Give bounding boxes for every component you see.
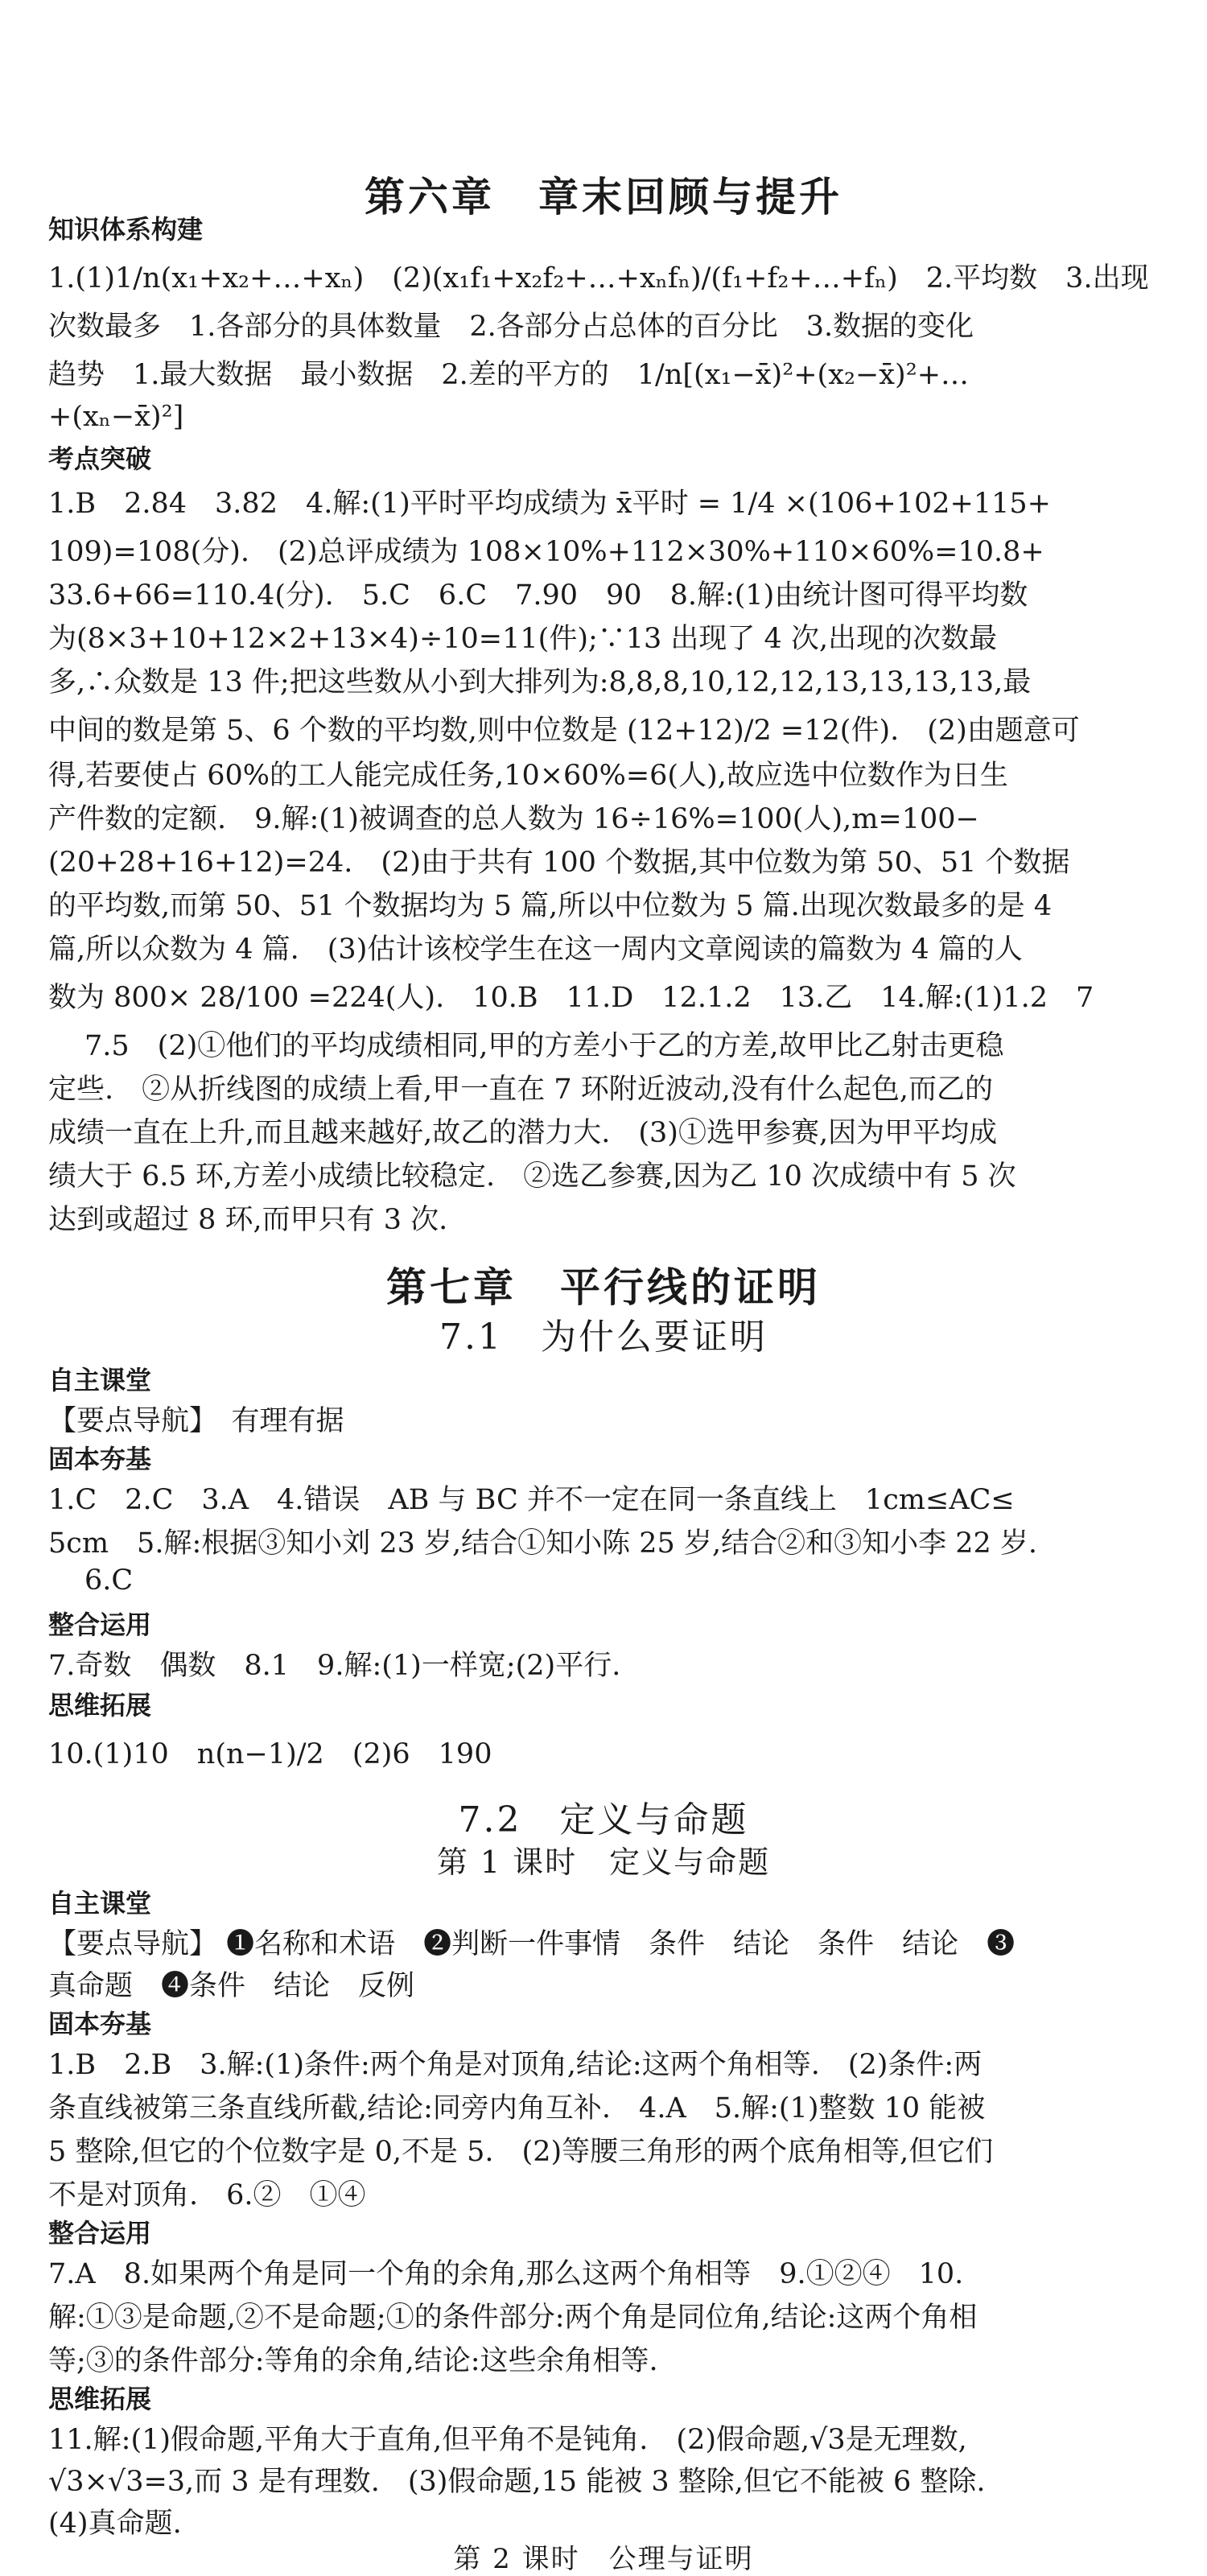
text-line: 的平均数,而第 50、51 个数据均为 5 篇,所以中位数为 5 篇.出现次数最多的是 4 [48,890,1053,922]
text-line: 多,∴众数是 13 件;把这些数从小到大排列为:8,8,8,10,12,12,13,13,13,13,最 [48,666,1032,699]
lesson-2-title: 第 2 课时 公理与证明 [453,2543,754,2575]
section-label-siwei: 思维拓展 [48,1690,152,1721]
section-label-knowledge: 知识体系构建 [48,214,204,245]
text-line: 为(8×3+10+12×2+13×4)÷10=11(件);∵13 出现了 4 次,出现的次数最 [48,623,998,655]
text-line: (20+28+16+12)=24. (2)由于共有 100 个数据,其中位数为第 50、51 个数据 [48,847,1070,879]
text-line: 7.奇数 偶数 8.1 9.解:(1)一样宽;(2)平行. [48,1650,621,1682]
section-label-siwei: 思维拓展 [48,2384,152,2414]
text-line: 7.5 (2)①他们的平均成绩相同,甲的方差小于乙的方差,故甲比乙射击更稳 [84,1030,1004,1062]
text-line: 真命题 ❹条件 结论 反例 [48,1970,415,2002]
text-line: 1.(1)1/n(x₁+x₂+…+xₙ) (2)(x₁f₁+x₂f₂+…+xₙfₙ)/(f₁+f₂+…+fₙ) 2.平均数 3.出现 [48,262,1149,295]
text-line: 33.6+66=110.4(分). 5.C 6.C 7.90 90 8.解:(1)由统计图可得平均数 [48,579,1028,612]
text-line: 1.C 2.C 3.A 4.错误 AB 与 BC 并不一定在同一条直线上 1cm≤AC≤ [48,1484,1015,1516]
text-line: 篇,所以众数为 4 篇. (3)估计该校学生在这一周内文章阅读的篇数为 4 篇的人 [48,934,1023,966]
section-7-2-title: 7.2 定义与命题 [458,1799,749,1840]
text-line: +(xₙ−x̄)²] [48,401,184,433]
section-label-guben: 固本夯基 [48,2009,152,2039]
section-label-zizhu: 自主课堂 [48,1365,152,1395]
text-line: 10.(1)10 n(n−1)/2 (2)6 190 [48,1738,492,1770]
section-label-kaodian: 考点突破 [48,443,152,474]
text-line: (4)真命题. [48,2508,182,2540]
text-line: 7.A 8.如果两个角是同一个角的余角,那么这两个角相等 9.①②④ 10. [48,2258,964,2290]
text-line: 达到或超过 8 环,而甲只有 3 次. [48,1204,448,1236]
chapter-7-title: 第七章 平行线的证明 [386,1263,821,1311]
lesson-1-title: 第 1 课时 定义与命题 [436,1844,771,1880]
section-label-zhenghe: 整合运用 [48,2218,152,2248]
text-line: 【要点导航】 有理有据 [48,1405,344,1437]
text-line: 绩大于 6.5 环,方差小成绩比较稳定. ②选乙参赛,因为乙 10 次成绩中有 5 次 [48,1160,1016,1193]
text-line: 解:①③是命题,②不是命题;①的条件部分:两个角是同位角,结论:这两个角相 [48,2302,978,2334]
text-line: 定些. ②从折线图的成绩上看,甲一直在 7 环附近波动,没有什么起色,而乙的 [48,1074,994,1106]
text-line: 1.B 2.84 3.82 4.解:(1)平时平均成绩为 x̄平时 = 1/4 ×(106+102+115+ [48,488,1052,520]
text-line: 【要点导航】 ❶名称和术语 ❷判断一件事情 条件 结论 条件 结论 ❸ [48,1928,1015,1960]
text-line: 6.C [84,1564,134,1597]
text-line: √3×√3=3,而 3 是有理数. (3)假命题,15 能被 3 整除,但它不能被 6 整除. [48,2466,986,2498]
text-line: 1.B 2.B 3.解:(1)条件:两个角是对顶角,结论:这两个角相等. (2)条件:两 [48,2049,982,2081]
section-label-zizhu: 自主课堂 [48,1888,152,1919]
text-line: 不是对顶角. 6.② ①④ [48,2179,366,2211]
text-line: 数为 800× 28/100 =224(人). 10.B 11.D 12.1.2 13.乙 14.解:(1)1.2 7 [48,982,1094,1014]
text-line: 趋势 1.最大数据 最小数据 2.差的平方的 1/n[(x₁−x̄)²+(x₂−x̄)²+… [48,359,970,391]
text-line: 得,若要使占 60%的工人能完成任务,10×60%=6(人),故应选中位数作为日生 [48,760,1008,792]
text-line: 5cm 5.解:根据③知小刘 23 岁,结合①知小陈 25 岁,结合②和③知小李 22 岁. [48,1527,1037,1560]
text-line: 11.解:(1)假命题,平角大于直角,但平角不是钝角. (2)假命题,√3是无理数, [48,2424,967,2456]
text-line: 等;③的条件部分:等角的余角,结论:这些余角相等. [48,2345,658,2377]
text-line: 条直线被第三条直线所截,结论:同旁内角互补. 4.A 5.解:(1)整数 10 能被 [48,2092,986,2125]
text-line: 次数最多 1.各部分的具体数量 2.各部分占总体的百分比 3.数据的变化 [48,311,974,343]
chapter-6-title: 第六章 章末回顾与提升 [365,173,842,221]
section-label-zhenghe: 整合运用 [48,1609,152,1640]
text-line: 5 整除,但它的个位数字是 0,不是 5. (2)等腰三角形的两个底角相等,但它们 [48,2136,994,2168]
text-line: 中间的数是第 5、6 个数的平均数,则中位数是 (12+12)/2 =12(件). (2)由题意可 [48,715,1080,747]
text-line: 产件数的定额. 9.解:(1)被调查的总人数为 16÷16%=100(人),m=100− [48,803,979,835]
section-label-guben: 固本夯基 [48,1444,152,1474]
text-line: 成绩一直在上升,而且越来越好,故乙的潜力大. (3)①选甲参赛,因为甲平均成 [48,1117,998,1149]
text-line: 109)=108(分). (2)总评成绩为 108×10%+112×30%+110×60%=10.8+ [48,536,1044,568]
section-7-1-title: 7.1 为什么要证明 [439,1317,768,1358]
